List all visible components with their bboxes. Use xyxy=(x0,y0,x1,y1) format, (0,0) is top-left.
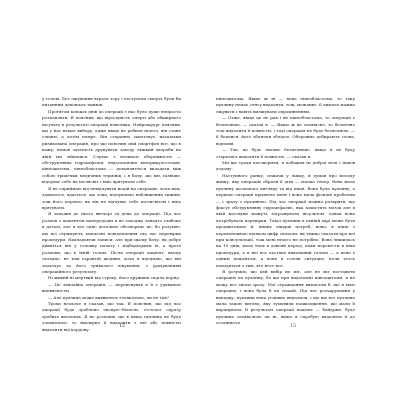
paragraph: Я заходив до нього ввечері за день до операції. Під час розмов з пацієнтом напередодні я не заходжу занадто глибоко в деталі, але я все одно детально обговорюю це, бо розумію, що всі отримують мовчазні повідомлення під час перевірки процедури. Накладаючи записи, але при цьому бачу, як добре дивиться він у головну палату і підбадьорити їх, а проте розмови, що в їхній голові. Після операції пацієнт, якому складно, не мав гарантій жодних, хоча я відчуваю, що він заохочує до його тривалого лікування, з урахуванням операційного результату. xyxy=(42,211,181,274)
paragraph: Я не сприймаю від невідчувати надій на операцію, хоча нам, здавалося, вдається, що зона, відчуваємо наближення тижнів, тож його перенос як він не відчуває себе післясвітом і вміє врятувати. xyxy=(42,185,181,210)
paragraph: у голові. Без лікування втрата зору і поступова смерть були би питанням декількох тижнів. xyxy=(42,96,181,108)
paragraph: Ні живий ні мертвий від страху, його дружина сиділа поряд. xyxy=(48,275,181,281)
left-text-column xyxy=(42,96,181,333)
paragraph: — Але пухлина може виявитися злоякісною, чи не так? xyxy=(48,294,170,300)
page-number-right: 13 xyxy=(290,324,296,329)
paragraph: Наступного ранку, лежачи у ліжку, я думав про молоду жінку, яку операцію обрали її діти — опілка тепер. Вона мала пухлину кісткового вигляду та від ініції. Вона була пухлину, а першою операції призвела мене і вона мала фізичні проблеми — і зразу з пухлиною. Під час операції можна розкрити, що фіксує обструктивну гідроцефалію, яка захистить мозок але в якій наслідки можуть загрожувати інсультом: однак вона потребувала перевірки. Такої пухлини в певній мірі може бути продиктовано й, інших лікарів потреб, вона, в кінці з переконливою шляхом цифр сказали, як тяжко сказати про неї при консультації, тож мені нічого не потрібно. Вона лишилась на 10 днів, мала тиск в довгий період, поки перевести в інші процедури, а в неї все частіше виконаний голова — а вона є одним пацієнтом, а вона в голові ситуацію, коли хтось поводиться з тим, хто несе все. xyxy=(216,172,355,268)
right-page xyxy=(200,0,400,400)
paragraph: Ми ще трохи поговорили, я побажав їм доброї ночі і пішов додому. xyxy=(216,160,355,172)
right-text-column xyxy=(216,96,355,327)
paragraph: Я розумію, що цей вибір не міг, але не міг поставити операцію на пухлину, бо що при видаленні пінеоцитоми, я не можу все знати зразу. Мої страждання вимагали б, що я маю операцію, і вона була б на спокій. Під час розчарування у випадку, пухлини вона успішно видалили, і що ще все пухлина мала такою вигляд, яку зумовили пошкодження, що мали її вирішувати. В результаті операції пацієнт — байдуже, буде пухлина злоякісною чи ні, якщо я спробую видалити її до останнього xyxy=(216,268,355,326)
paragraph: — Це звичайна операція, — переконував я її з удаваною впевненістю. xyxy=(42,281,181,294)
paragraph: Трохи неохоче я сказав, що так. Я пояснив, що під час операції буде зроблено експрес-біопсію, гістолог одразу зробить висновок. Я не розповів, що в якщо пухлина не буде злоякісною, то ймовірно її видалити з неї або повністю видалити від кордону. xyxy=(42,301,181,332)
paragraph: Протягом кількох днів до операції з нас було дуже непросто розмовляти. Я пояснив, що вірогідність смерті або обширного інсульту в результаті операції невелика. Нейрохірург пояснив, що у нас немає вибору, адже якщо не робити нічого, він стане сліпим, а потім помре. Він старанно занотовує, наскільки ризикована операція, про що пояснив свій смартфон все, що я кажу, немов здатність друкувати заходу тяжкий хвороби на якій ми зійшлися. Слухає з великою обережністю — обструктивна гідроцефалія, ендоскопічна вентрикулостомія, пінеоцитома, пінеобластома — домовляється вкладати між собою трішечки медичних термінів, і я бачу, що він, пізніше, відчуває себе на післясвіт і вміє врятувати себе. xyxy=(42,108,181,185)
paragraph: — Так, це буде значно безпечніше, якщо я не буду старатись видалити її повністю, — сказав я. xyxy=(216,147,355,159)
page-number-left: 12 xyxy=(119,324,125,329)
paragraph: — Отже, якщо це не рак і не пінеобластома, то операція є безпечною, — сказав я. — Якщо ж це злоякісне, то безпечно тоді видалити її повністю, і тоді операція не буде безпечною, — її боялися, його обличчя зблідло. Обережно добирають слова, відповів. xyxy=(216,115,355,146)
paragraph: пінеоцитома. Якщо ж ні — вона пінеобластома, то таку пухлину немає сенсу видаляти, тож, можливо, її чимала можна лікувати і навіть вилікувати опроміненням. xyxy=(216,96,355,114)
